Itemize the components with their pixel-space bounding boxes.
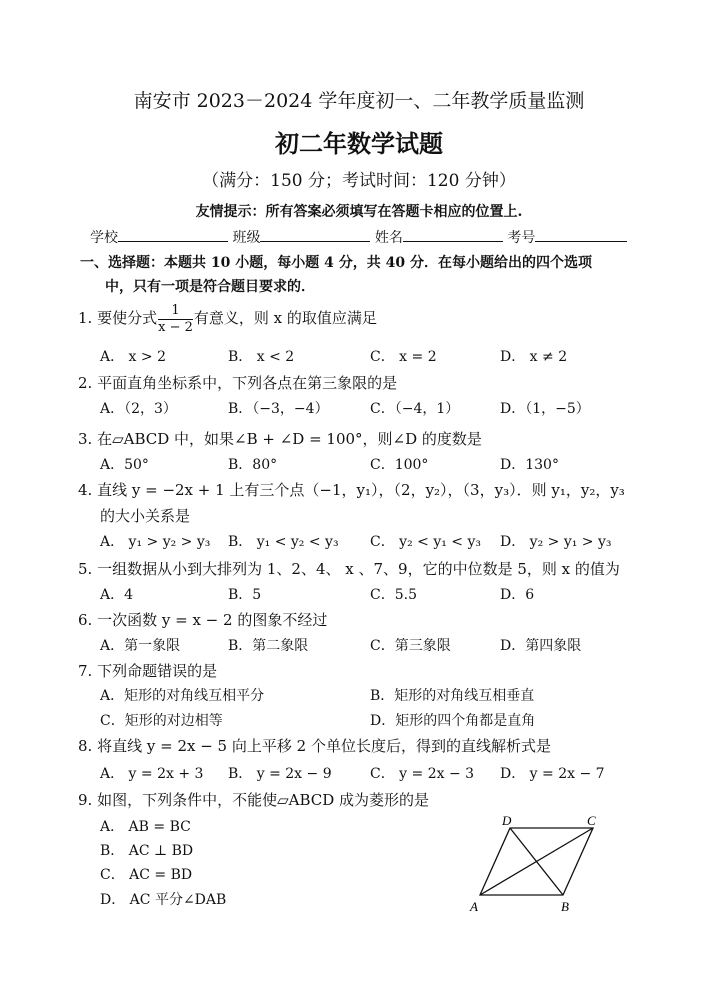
info-line	[90, 227, 627, 247]
q8-option-b: B． y = 2x − 9	[228, 766, 332, 782]
question-7	[78, 660, 217, 681]
q1-option-c: C． x = 2	[370, 349, 437, 365]
q4-option-d: D． y₂ > y₁ > y₃	[500, 534, 612, 550]
q7-option-b: B．矩形的对角线互相垂直	[370, 688, 535, 704]
diagonal-bd	[510, 828, 563, 895]
question-number: 8.	[78, 737, 93, 755]
q4-option-c: C． y₂ < y₁ < y₃	[370, 534, 481, 550]
question-4	[78, 479, 625, 500]
q9-option-c: C． AC = BD	[100, 867, 193, 883]
q6-option-d: D．第四象限	[500, 638, 582, 654]
question-number: 1.	[78, 309, 93, 327]
q8-option-d: D． y = 2x − 7	[500, 766, 605, 782]
school-blank[interactable]	[118, 227, 228, 242]
q1-option-d: D． x ≠ 2	[500, 349, 568, 365]
q3-option-a: A．50°	[100, 457, 149, 473]
question-number: 7.	[78, 662, 93, 680]
section-heading-line1: 一、选择题：本题共 10 小题，每小题 4 分，共 40 分．在每小题给出的四个选项	[80, 255, 592, 271]
q3-option-b: B．80°	[228, 457, 278, 473]
question-9	[78, 789, 429, 810]
q2-option-d: D．（1，−5）	[500, 401, 590, 417]
question-2	[78, 372, 397, 393]
q4-option-a: A． y₁ > y₂ > y₃	[100, 534, 211, 550]
section-heading-line2: 中，只有一项是符合题目要求的．	[105, 279, 315, 295]
question-text: 将直线 y = 2x − 5 向上平移 2 个单位长度后，得到的直线解析式是	[97, 737, 551, 755]
q3-option-c: C．100°	[370, 457, 429, 473]
q5-option-b: B．5	[228, 587, 262, 603]
q8-option-c: C． y = 2x − 3	[370, 766, 475, 782]
q6-option-a: A．第一象限	[100, 638, 181, 654]
fraction	[158, 303, 193, 336]
question-text: 有意义，则 x 的取值应满足	[193, 309, 377, 327]
q9-option-d: D． AC 平分∠DAB	[100, 892, 227, 908]
q7-option-a: A．矩形的对角线互相平分	[100, 688, 265, 704]
question-3	[78, 428, 482, 449]
vertex-a-label: A	[470, 899, 478, 914]
question-5	[78, 558, 620, 579]
q6-option-c: C．第三象限	[370, 638, 451, 654]
name-blank[interactable]	[403, 227, 503, 242]
q7-option-c: C．矩形的对边相等	[100, 713, 223, 729]
q2-option-a: A．（2，3）	[100, 401, 177, 417]
vertex-d-label: D	[502, 813, 512, 828]
q6-option-b: B．第二象限	[228, 638, 309, 654]
q9-option-b: B． AC ⊥ BD	[100, 843, 194, 859]
q8-option-a: A． y = 2x + 3	[100, 766, 204, 782]
q5-option-d: D．6	[500, 587, 535, 603]
school-label: 学校	[90, 230, 118, 246]
q1-option-b: B． x < 2	[228, 349, 295, 365]
exam-header-title: 南安市 2023－2024 学年度初一、二年教学质量监测	[133, 90, 585, 112]
question-number: 3.	[78, 430, 93, 448]
question-text: 一次函数 y = x − 2 的图象不经过	[97, 611, 328, 629]
question-number: 6.	[78, 611, 93, 629]
q2-option-c: C．（−4，1）	[370, 401, 460, 417]
name-label: 姓名	[374, 230, 403, 246]
question-4-cont: 的大小关系是	[100, 507, 191, 525]
question-text: 一组数据从小到大排列为 1、2、4、 x 、7、9，它的中位数是 5，则 x 的值为	[97, 560, 620, 578]
q2-option-b: B．（−3，−4）	[228, 401, 329, 417]
question-number: 4.	[78, 481, 93, 499]
question-text: 如图，下列条件中，不能使▱ABCD 成为菱形的是	[97, 791, 430, 809]
fraction-numerator: 1	[158, 303, 193, 320]
question-text: 下列命题错误的是	[97, 662, 218, 680]
parallelogram-figure	[465, 812, 610, 917]
question-8	[78, 735, 551, 756]
q4-option-b: B． y₁ < y₂ < y₃	[228, 534, 339, 550]
question-1	[78, 298, 377, 338]
vertex-c-label: C	[587, 813, 596, 828]
q5-option-a: A．4	[100, 587, 134, 603]
question-text: 平面直角坐标系中，下列各点在第三象限的是	[97, 374, 398, 392]
exam-subject-title: 初二年数学试题	[275, 129, 443, 158]
q1-option-a: A． x > 2	[100, 349, 166, 365]
class-label: 班级	[232, 230, 261, 246]
q9-option-a: A． AB = BC	[100, 819, 191, 835]
q5-option-c: C．5.5	[370, 587, 417, 603]
question-text: 在▱ABCD 中，如果∠B + ∠D = 100°，则∠D 的度数是	[97, 430, 482, 448]
q3-option-d: D．130°	[500, 457, 559, 473]
q7-option-d: D．矩形的四个角都是直角	[370, 713, 536, 729]
class-blank[interactable]	[260, 227, 370, 242]
exam-number-label: 考号	[507, 230, 536, 246]
question-number: 9.	[78, 791, 93, 809]
fraction-denominator: x − 2	[158, 319, 193, 335]
score-time-info: （满分：150 分；考试时间：120 分钟）	[202, 171, 516, 191]
question-6	[78, 609, 327, 630]
vertex-b-label: B	[561, 899, 569, 914]
question-text: 直线 y = −2x + 1 上有三个点（−1，y₁），（2，y₂），（3，y₃）．则 y₁，y₂，y₃	[97, 481, 625, 499]
question-text: 要使分式	[97, 309, 158, 327]
question-number: 5.	[78, 560, 93, 578]
exam-number-blank[interactable]	[535, 227, 627, 242]
friendly-tip: 友情提示：所有答案必须填写在答题卡相应的位置上.	[195, 204, 523, 220]
question-number: 2.	[78, 374, 93, 392]
